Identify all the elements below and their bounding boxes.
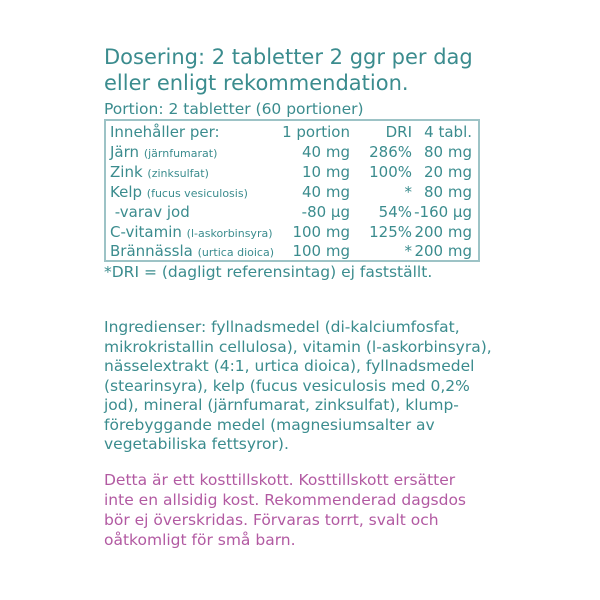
- row-portion: -80 µg: [301, 203, 350, 221]
- nutrient-name: Zink: [110, 163, 143, 181]
- row-four: -160 µg: [414, 203, 472, 221]
- nutrient-name: Kelp: [110, 183, 143, 201]
- table-row: [106, 202, 478, 222]
- nutrient-note: (zinksulfat): [147, 167, 209, 180]
- header-dri: DRI: [385, 123, 412, 141]
- nutrient-name: Brännässla: [110, 242, 193, 260]
- ingredients-line: vegetabiliska fettsyror).: [104, 435, 289, 453]
- portion-text: Portion: 2 tabletter (60 portioner): [104, 100, 364, 118]
- nutrient-note: (järnfumarat): [143, 147, 218, 160]
- ingredients-line: Ingredienser: fyllnadsmedel (di-kalciumfosfat,: [104, 318, 460, 336]
- row-portion: 40 mg: [302, 143, 350, 161]
- warning-line: bör ej överskridas. Förvaras torrt, svalt och: [104, 511, 439, 529]
- table-row: [106, 162, 478, 182]
- row-dri: 125%: [369, 223, 412, 241]
- row-four: 200 mg: [414, 242, 472, 260]
- ingredients-line: nässelextrakt (4:1, urtica dioica), fyllnadsmedel: [104, 357, 475, 375]
- row-name: [110, 241, 274, 263]
- row-name: [110, 162, 209, 184]
- ingredients-text: [104, 318, 524, 455]
- nutrient-name: -varav jod: [110, 203, 190, 221]
- header-name: Innehåller per:: [110, 123, 220, 141]
- nutrient-name: Järn: [110, 143, 140, 161]
- header-four: 4 tabl.: [424, 123, 472, 141]
- warning-text: [104, 470, 524, 550]
- header-portion: 1 portion: [282, 123, 350, 141]
- ingredients-line: (stearinsyra), kelp (fucus vesiculosis med 0,2%: [104, 376, 470, 395]
- ingredients-line: jod), mineral (järnfumarat, zinksulfat), klump-: [104, 396, 459, 414]
- row-name: [110, 182, 248, 204]
- row-portion: 10 mg: [302, 163, 350, 181]
- row-four: 20 mg: [424, 163, 472, 181]
- nutrient-name: C-vitamin: [110, 223, 182, 241]
- row-name: [110, 142, 217, 164]
- nutrient-note: (fucus vesiculosis): [146, 187, 248, 200]
- nutrient-note: (urtica dioica): [197, 246, 274, 259]
- dri-footnote: *DRI = (dagligt referensintag) ej fastställt.: [104, 263, 433, 281]
- row-four: 80 mg: [424, 143, 472, 161]
- table-header-row: [106, 122, 478, 142]
- warning-line: Detta är ett kosttillskott. Kosttillskott ersätter: [104, 471, 456, 489]
- ingredients-line: mikrokristallin cellulosa), vitamin (l-askorbinsyra),: [104, 337, 492, 356]
- row-portion: 40 mg: [302, 183, 350, 201]
- table-row: [106, 241, 478, 261]
- row-four: 80 mg: [424, 183, 472, 201]
- row-four: 200 mg: [414, 223, 472, 241]
- warning-line: oåtkomligt för små barn.: [104, 531, 296, 549]
- nutrition-table: [104, 119, 480, 262]
- warning-line: inte en allsidig kost. Rekommenderad dagsdos: [104, 491, 467, 509]
- table-row: [106, 142, 478, 162]
- dosering-line-2: eller enligt rekommendation.: [104, 71, 409, 95]
- row-portion: 100 mg: [292, 242, 350, 260]
- row-dri: 100%: [369, 163, 412, 181]
- dosering-text: [104, 44, 574, 96]
- row-name: [110, 202, 190, 222]
- row-dri: *: [404, 242, 412, 260]
- ingredients-line: förebyggande medel (magnesiumsalter av: [104, 415, 435, 434]
- table-row: [106, 222, 478, 242]
- row-dri: 286%: [369, 143, 412, 161]
- row-portion: 100 mg: [292, 223, 350, 241]
- nutrient-note: (l-askorbinsyra): [186, 227, 273, 240]
- row-dri: 54%: [378, 203, 412, 221]
- table-row: [106, 182, 478, 202]
- dosering-line-1: Dosering: 2 tabletter 2 ggr per dag: [104, 45, 473, 69]
- row-dri: *: [404, 183, 412, 201]
